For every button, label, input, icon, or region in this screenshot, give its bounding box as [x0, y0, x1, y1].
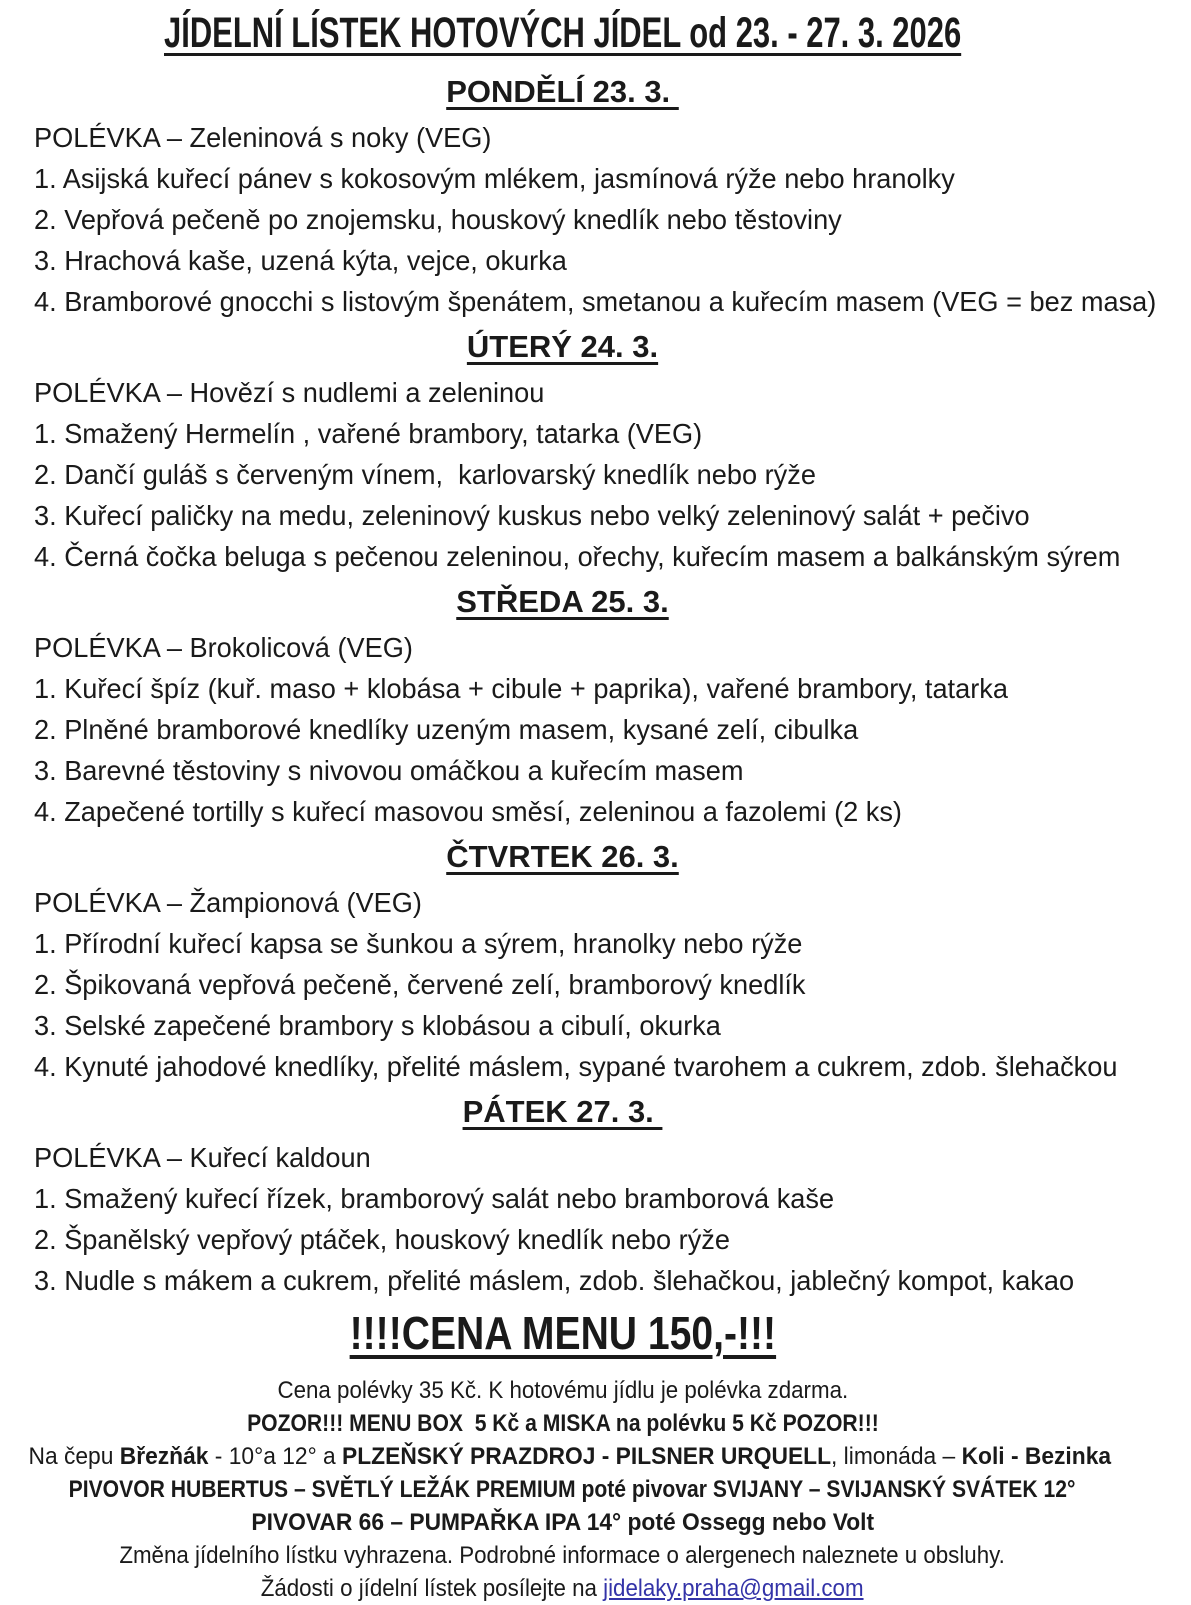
soup-price-note: Cena polévky 35 Kč. K hotovému jídlu je polévka zdarma. [277, 1377, 848, 1404]
menu-item: 2. Španělský vepřový ptáček, houskový knedlík nebo rýže [34, 1224, 730, 1255]
menu-item: 4. Zapečené tortilly s kuřecí masovou směsí, zeleninou a fazolemi (2 ks) [34, 796, 902, 827]
menu-item: 1. Smažený Hermelín , vařené brambory, tatarka (VEG) [34, 418, 703, 449]
menu-item: 3. Hrachová kaše, uzená kýta, vejce, okurka [34, 245, 567, 276]
tap-segment: Na čepu [28, 1443, 120, 1470]
day-heading-friday: PÁTEK 27. 3. [462, 1094, 663, 1129]
soup-line: POLÉVKA – Žampionová (VEG) [34, 887, 422, 918]
day-heading-tuesday: ÚTERÝ 24. 3. [466, 329, 659, 364]
brewery-line-2: PIVOVAR 66 – PUMPAŘKA IPA 14° poté Ossegg nebo Volt [251, 1509, 874, 1536]
menu-item: 4. Kynuté jahodové knedlíky, přelité máslem, sypané tvarohem a cukrem, zdob. šlehačkou [34, 1051, 1118, 1082]
menu-request-line [0, 1572, 1125, 1605]
tap-segment: , limonáda – [831, 1443, 962, 1470]
menu-item: 4. Bramborové gnocchi s listovým špenátem, smetanou a kuřecím masem (VEG = bez masa) [34, 286, 1157, 317]
menu-item: 2. Dančí guláš s červeným vínem, karlovarský knedlík nebo rýže [34, 459, 816, 490]
document-title-text: JÍDELNÍ LÍSTEK HOTOVÝCH JÍDEL od 23. - 27. 3. 2026 [163, 9, 962, 57]
soup-line: POLÉVKA – Hovězí s nudlemi a zeleninou [34, 377, 545, 408]
menu-request-text: Žádosti o jídelní lístek posílejte na [261, 1575, 604, 1602]
change-note: Změna jídelního lístku vyhrazena. Podrobné informace o alergenech naleznete u obsluhy. [119, 1542, 1006, 1569]
soup-line: POLÉVKA – Zeleninová s noky (VEG) [34, 122, 492, 153]
soup-line: POLÉVKA – Kuřecí kaldoun [34, 1142, 371, 1173]
menu-item: 3. Selské zapečené brambory s klobásou a cibulí, okurka [34, 1010, 721, 1041]
tap-segment-brand: Koli - Bezinka [961, 1443, 1112, 1470]
menu-item: 3. Barevné těstoviny s nivovou omáčkou a kuřecím masem [34, 755, 744, 786]
tap-segment: - 10°a 12° a [208, 1443, 343, 1470]
on-tap-line [0, 1440, 1125, 1473]
menu-item: 3. Kuřecí paličky na medu, zeleninový kuskus nebo velký zeleninový salát + pečivo [34, 500, 1030, 531]
document-title [0, 6, 1125, 70]
menu-item: 2. Špikovaná vepřová pečeně, červené zelí, bramborový knedlík [34, 969, 806, 1000]
tap-segment-brand: PLZEŇSKÝ PRAZDROJ - PILSNER URQUELL [342, 1443, 832, 1470]
menu-item: 1. Přírodní kuřecí kapsa se šunkou a sýrem, hranolky nebo rýže [34, 928, 803, 959]
soup-line: POLÉVKA – Brokolicová (VEG) [34, 632, 413, 663]
menu-item: 4. Černá čočka beluga s pečenou zeleninou, ořechy, kuřecím masem a balkánským sýrem [34, 541, 1121, 572]
menu-item: 2. Vepřová pečeně po znojemsku, houskový knedlík nebo těstoviny [34, 204, 842, 235]
menu-item: 3. Nudle s mákem a cukrem, přelité máslem, zdob. šlehačkou, jablečný kompot, kakao [34, 1265, 1075, 1296]
menu-item: 1. Asijská kuřecí pánev s kokosovým mlékem, jasmínová rýže nebo hranolky [34, 163, 955, 194]
day-heading-wednesday: STŘEDA 25. 3. [456, 584, 669, 619]
menu-item: 2. Plněné bramborové knedlíky uzeným masem, kysané zelí, cibulka [34, 714, 859, 745]
day-heading-monday: PONDĚLÍ 23. 3. [446, 74, 679, 109]
day-heading-thursday: ČTVRTEK 26. 3. [446, 839, 679, 874]
tap-segment-brand: Březňák [119, 1443, 209, 1470]
attention-note: POZOR!!! MENU BOX 5 Kč a MISKA na polévku 5 Kč POZOR!!! [246, 1410, 879, 1437]
brewery-line-1: PIVOVOR HUBERTUS – SVĚTLÝ LEŽÁK PREMIUM poté pivovar SVIJANY – SVIJANSKÝ SVÁTEK 12° [68, 1476, 1076, 1503]
menu-item: 1. Smažený kuřecí řízek, bramborový salát nebo bramborová kaše [34, 1183, 835, 1214]
menu-price-banner: !!!!CENA MENU 150,-!!! [349, 1307, 776, 1359]
email-link[interactable]: jidelaky.praha@gmail.com [603, 1575, 864, 1602]
menu-item: 1. Kuřecí špíz (kuř. maso + klobása + cibule + paprika), vařené brambory, tatarka [34, 673, 1008, 704]
